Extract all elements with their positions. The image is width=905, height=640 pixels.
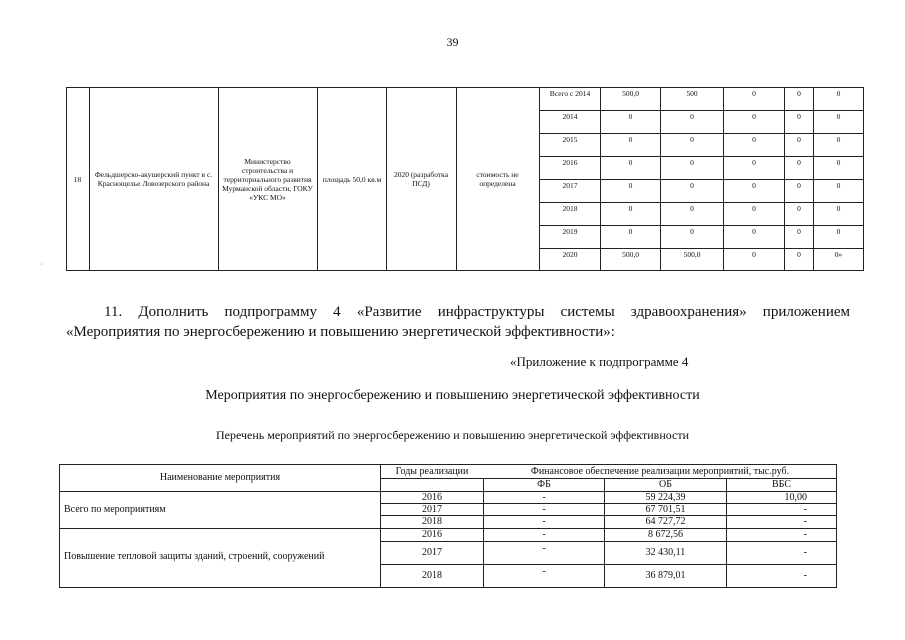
paragraph-line: «Мероприятия по энергосбережению и повышению энергетической эффективности»: — [66, 324, 615, 340]
value-cell: 0 — [797, 181, 801, 190]
ob-cell: 67 701,51 — [645, 504, 686, 515]
group-name: Повышение тепловой защиты зданий, строений, сооружений — [64, 551, 325, 562]
amendment-paragraph — [66, 302, 850, 342]
group-name: Всего по мероприятиям — [64, 504, 166, 515]
vbs-cell: - — [803, 504, 807, 515]
header-years: Годы реализации — [395, 466, 469, 477]
row-number: 18 — [73, 174, 82, 184]
value-cell: 500,0 — [683, 250, 701, 259]
value-cell: 0 — [752, 158, 756, 167]
value-cell: 0 — [690, 204, 694, 213]
value-cell: 0 — [797, 135, 801, 144]
value-cell: 500,0 — [622, 250, 639, 259]
value-cell: 0 — [752, 227, 756, 236]
paragraph-line: 11. Дополнить подпрограмму 4 «Развитие инфраструктуры системы здравоохранения» приложением — [104, 304, 850, 320]
year-cell: 2016 — [562, 158, 578, 167]
value-cell: 0 — [836, 112, 841, 121]
value-cell: 0 — [797, 112, 801, 121]
object-name: Фельдшерско-акушерский пункт в с. Краснощелье Ловозерского района — [94, 170, 213, 188]
year-cell: Всего с 2014 — [549, 89, 591, 98]
year-cell: 2020 — [562, 250, 578, 259]
value-cell: 0 — [628, 227, 633, 236]
year-cell: 2014 — [562, 112, 578, 121]
value-cell: 0 — [752, 204, 756, 213]
fb-cell: - — [542, 492, 546, 503]
fb-cell: - — [542, 566, 546, 577]
year-cell: 2018 — [562, 204, 578, 213]
value-cell: 0 — [690, 158, 694, 167]
year-cell: 2017 — [422, 547, 442, 558]
value-cell: 0 — [752, 181, 756, 190]
cost: стоимость не определена — [476, 170, 519, 188]
fb-cell: - — [542, 543, 546, 554]
value-cell: 0 — [836, 204, 841, 213]
value-cell: 500 — [686, 89, 698, 98]
stray-mark: ˙ — [40, 262, 43, 271]
vbs-cell: - — [803, 529, 807, 540]
customer-name: Министерство строительства и территориального развития Мурманской области, ГОКУ «УКС МО» — [222, 156, 313, 202]
vbs-cell: - — [803, 570, 807, 581]
value-cell: 0 — [797, 158, 801, 167]
deadline: 2020 (разработка ПСД) — [393, 170, 449, 188]
header-ob: ОБ — [659, 479, 672, 490]
header-fb: ФБ — [537, 479, 551, 490]
year-cell: 2018 — [422, 570, 442, 581]
value-cell: 0 — [752, 112, 756, 121]
year-cell: 2019 — [562, 227, 578, 236]
value-cell: 0 — [628, 181, 633, 190]
value-cell: 0 — [690, 112, 694, 121]
value-cell: 0 — [690, 181, 694, 190]
year-cell: 2017 — [562, 181, 578, 190]
year-cell: 2017 — [422, 504, 442, 515]
value-cell: 0 — [752, 89, 756, 98]
list-subtitle: Перечень мероприятий по энергосбережению и повышению энергетической эффективности — [215, 428, 690, 442]
value-cell: 0 — [836, 89, 841, 98]
value-cell: 0 — [752, 250, 756, 259]
value-cell: 0» — [834, 250, 843, 259]
ob-cell: 8 672,56 — [648, 529, 683, 540]
value-cell: 0 — [752, 135, 756, 144]
fb-cell: - — [542, 529, 546, 540]
vbs-cell: - — [803, 516, 807, 527]
value-cell: 0 — [690, 227, 694, 236]
value-cell: 0 — [836, 181, 841, 190]
value-cell: 0 — [628, 158, 633, 167]
document-title: Мероприятия по энергосбережению и повышению энергетической эффективности — [205, 388, 700, 403]
capacity: площадь 50,0 кв.м — [322, 174, 382, 184]
header-vbs: ВБС — [771, 479, 791, 490]
value-cell: 0 — [797, 227, 801, 236]
fb-cell: - — [542, 516, 546, 527]
appendix-label: «Приложение к подпрограмме 4 — [510, 354, 689, 369]
value-cell: 0 — [836, 158, 841, 167]
value-cell: 0 — [628, 112, 633, 121]
value-cell: 0 — [836, 135, 841, 144]
page-number: 39 — [446, 35, 459, 49]
value-cell: 0 — [836, 227, 841, 236]
value-cell: 0 — [628, 135, 633, 144]
ob-cell: 64 727,72 — [645, 516, 686, 527]
value-cell: 0 — [797, 204, 801, 213]
ob-cell: 32 430,11 — [645, 547, 686, 558]
year-cell: 2015 — [562, 135, 578, 144]
vbs-cell: 10,00 — [784, 492, 807, 503]
value-cell: 0 — [797, 250, 801, 259]
header-name: Наименование мероприятия — [159, 472, 281, 483]
header-financing: Финансовое обеспечение реализации мероприятий, тыс.руб. — [530, 466, 790, 477]
value-cell: 0 — [690, 135, 694, 144]
year-cell: 2016 — [422, 492, 442, 503]
value-cell: 500,0 — [622, 89, 639, 98]
year-cell: 2018 — [422, 516, 442, 527]
value-cell: 0 — [628, 204, 633, 213]
value-cell: 0 — [797, 89, 801, 98]
ob-cell: 36 879,01 — [645, 570, 686, 581]
year-cell: 2016 — [422, 529, 442, 540]
ob-cell: 59 224,39 — [645, 492, 686, 503]
fb-cell: - — [542, 504, 546, 515]
vbs-cell: - — [803, 547, 807, 558]
